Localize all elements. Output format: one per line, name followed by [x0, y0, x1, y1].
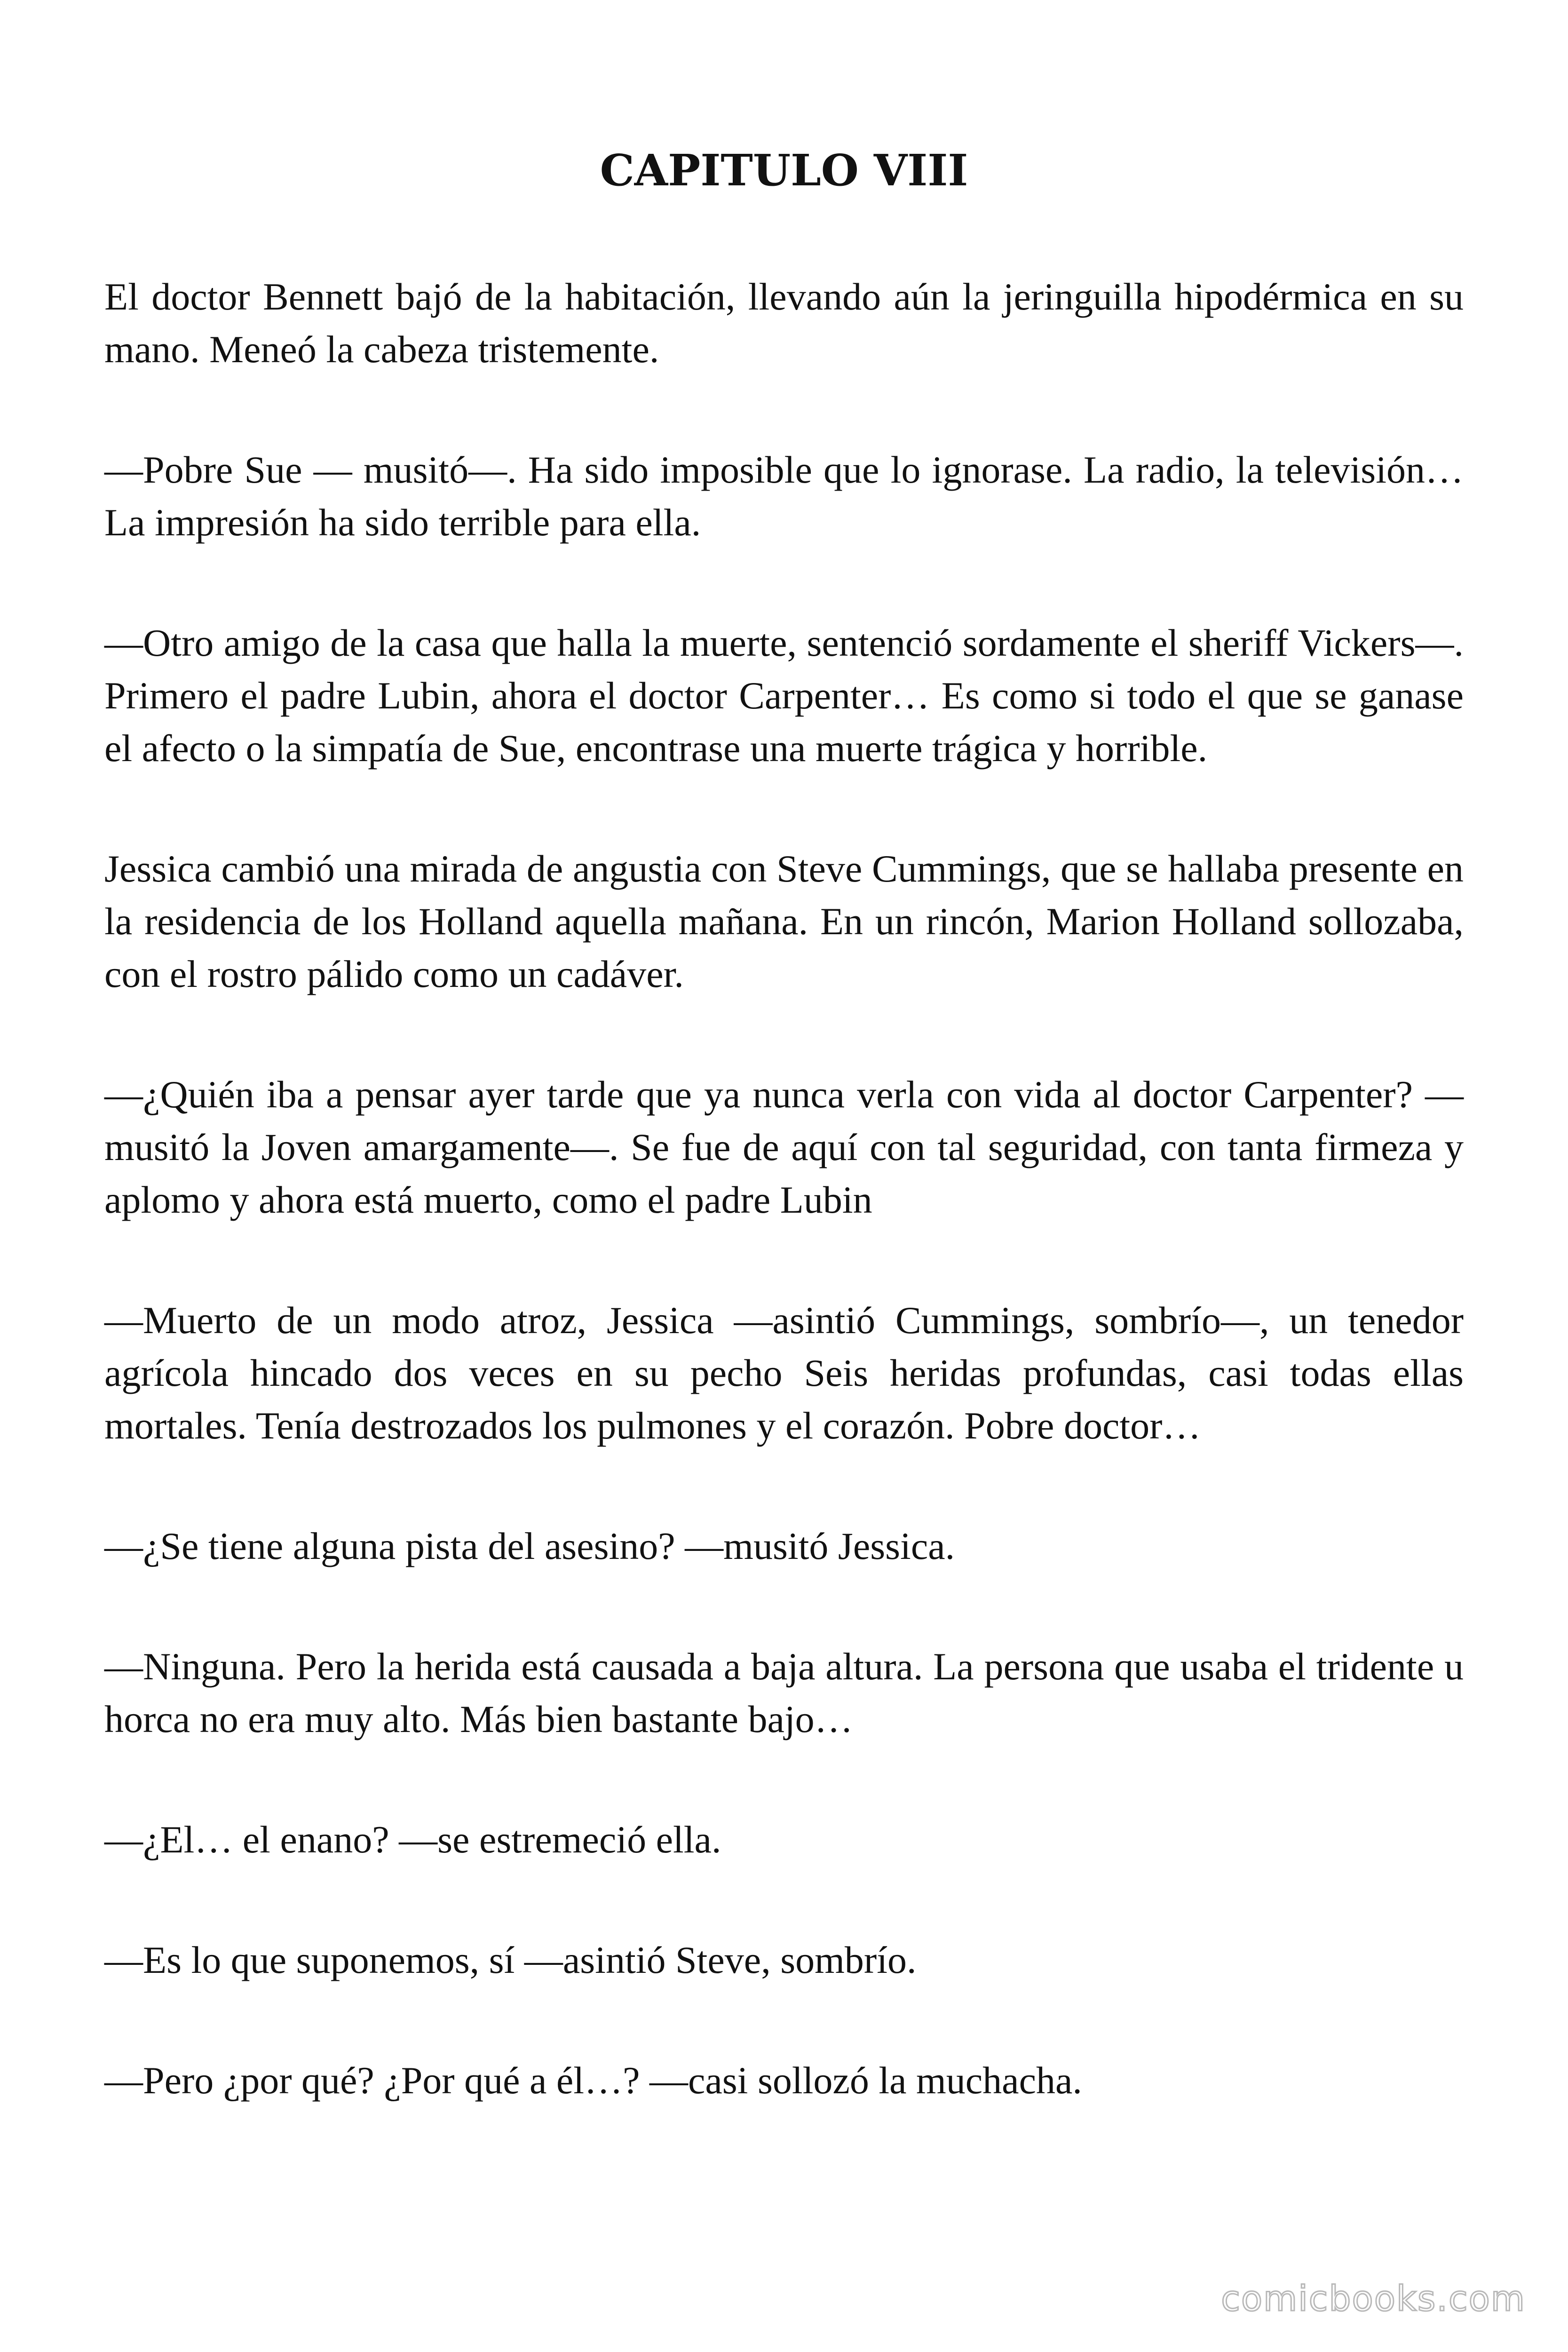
paragraph-10: —Es lo que suponemos, sí —asintió Steve, sombrío.	[104, 1939, 917, 1981]
paragraph-7: —¿Se tiene alguna pista del asesino? —musitó Jessica.	[104, 1525, 955, 1567]
paragraph-8: —Ninguna. Pero la herida está causada a baja altura. La persona que usaba el tridente u horca no era muy alto. Más bien bastante bajo…	[104, 1645, 1464, 1740]
paragraph-4: Jessica cambió una mirada de angustia con Steve Cummings, que se hallaba presente en la residencia de los Holland aquella mañana. En un rincón, Marion Holland sollozaba, con el rostro pálido como un cadáver.	[104, 847, 1464, 995]
paragraph-6: —Muerto de un modo atroz, Jessica —asintió Cummings, sombrío—, un tenedor agrícola hincado dos veces en su pecho Seis heridas profundas, casi todas ellas mortales. Tenía destrozados los pulmones y el corazón. Pobre doctor…	[104, 1299, 1464, 1447]
paragraph-5: —¿Quién iba a pensar ayer tarde que ya nunca verla con vida al doctor Carpenter? —musitó la Joven amargamente—. Se fue de aquí con tal seguridad, con tanta firmeza y aplomo y ahora está muerto, como el padre Lubin	[104, 1073, 1464, 1221]
watermark: comicbooks.com	[1221, 2279, 1526, 2319]
chapter-title: CAPITULO VIII	[600, 144, 968, 196]
paragraph-1: El doctor Bennett bajó de la habitación, llevando aún la jeringuilla hipodérmica en su mano. Meneó la cabeza tristemente.	[104, 275, 1464, 371]
paragraph-9: —¿El… el enano? —se estremeció ella.	[104, 1818, 721, 1861]
page-text	[104, 270, 1464, 2175]
paragraph-3: —Otro amigo de la casa que halla la muerte, sentenció sordamente el sheriff Vickers—. Primero el padre Lubin, ahora el doctor Carpenter… Es como si todo el que se ganase el afecto o la simpatía de Sue, encontrase una muerte trágica y horrible.	[104, 621, 1464, 770]
paragraph-11: —Pero ¿por qué? ¿Por qué a él…? —casi sollozó la muchacha.	[104, 2059, 1082, 2102]
paragraph-2: —Pobre Sue — musitó—. Ha sido imposible que lo ignorase. La radio, la televisión… La impresión ha sido terrible para ella.	[104, 448, 1464, 544]
